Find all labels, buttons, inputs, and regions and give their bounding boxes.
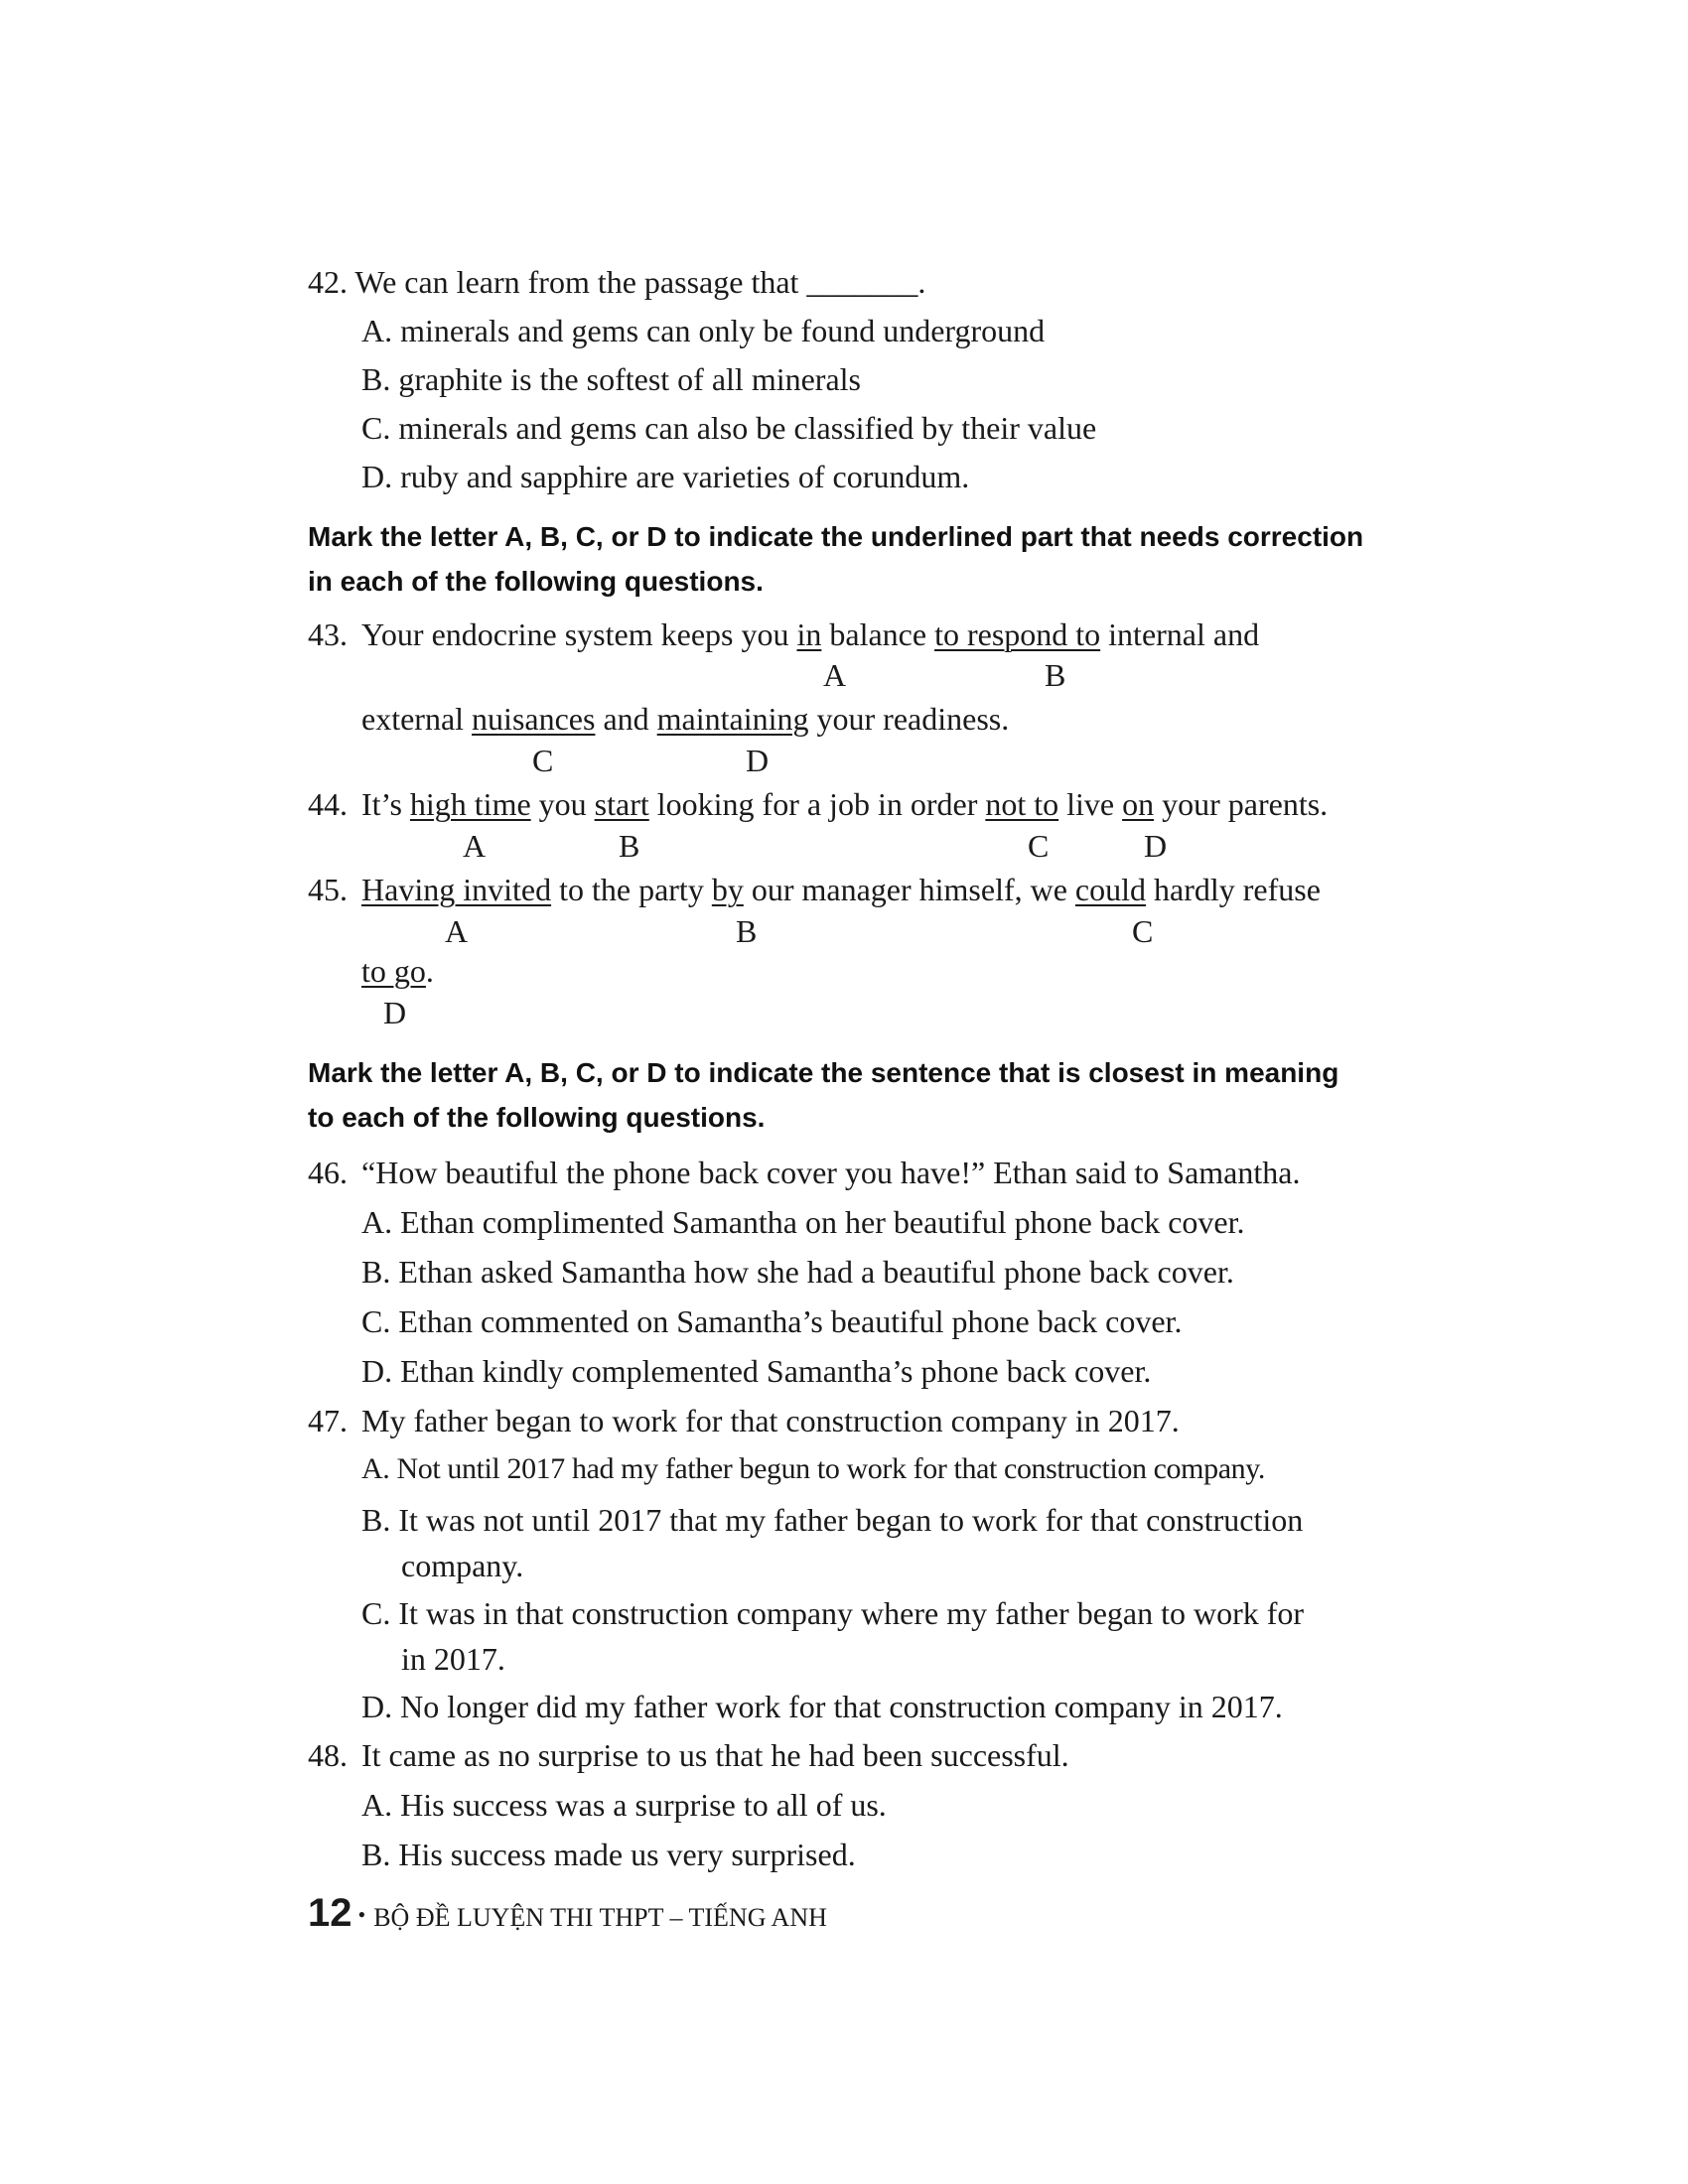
label-b: B	[736, 913, 758, 949]
option-a: A. minerals and gems can only be found underground	[361, 313, 1046, 348]
question-number: 48.	[308, 1737, 348, 1773]
label-a: A	[463, 828, 487, 864]
label-d: D	[746, 743, 770, 778]
option-b: B. Ethan asked Samantha how she had a beautiful phone back cover.	[361, 1254, 1234, 1290]
label-c: C	[1132, 913, 1154, 949]
question-number: 45.	[308, 872, 348, 907]
underlined-part-b: to respond to	[934, 616, 1101, 652]
underlined-part-b: by	[711, 872, 744, 907]
underlined-part-b: start	[594, 786, 649, 822]
option-a: A. His success was a surprise to all of us.	[361, 1787, 887, 1823]
option-b: B. His success made us very surprised.	[361, 1837, 856, 1872]
question-sentence: Your endocrine system keeps you in balance to respond to internal and	[361, 616, 1260, 652]
question-number: 46.	[308, 1155, 348, 1190]
page-footer	[308, 1891, 827, 1936]
label-b: B	[619, 828, 640, 864]
label-d: D	[383, 995, 407, 1030]
underlined-part-a: Having invited	[361, 872, 552, 907]
underlined-part-c: nuisances	[472, 701, 596, 737]
option-d: D. Ethan kindly complemented Samantha’s phone back cover.	[361, 1353, 1152, 1389]
option-b: B. graphite is the softest of all minerals	[361, 361, 861, 397]
option-c-continued: in 2017.	[401, 1641, 505, 1677]
label-c: C	[1028, 828, 1050, 864]
label-c: C	[532, 743, 554, 778]
option-d: D. No longer did my father work for that construction company in 2017.	[361, 1689, 1283, 1724]
question-sentence: It’s high time you start looking for a job in order not to live on your parents.	[361, 786, 1329, 822]
underlined-part-a: high time	[409, 786, 531, 822]
underlined-part-d: to go	[361, 953, 426, 989]
book-title: BỘ ĐỀ LUYỆN THI THPT – TIẾNG ANH	[373, 1903, 827, 1932]
option-d: D. ruby and sapphire are varieties of corundum.	[361, 459, 970, 494]
option-a: A. Not until 2017 had my father begun to work for that construction company.	[361, 1452, 1265, 1485]
question-stem: My father began to work for that construction company in 2017.	[361, 1403, 1180, 1438]
bullet-icon: •	[357, 1902, 366, 1927]
question-stem: It came as no surprise to us that he had been successful.	[361, 1737, 1069, 1773]
underlined-part-c: could	[1074, 872, 1147, 907]
option-c: C. minerals and gems can also be classified by their value	[361, 410, 1097, 446]
underlined-part-c: not to	[985, 786, 1059, 822]
underlined-part-a: in	[796, 616, 822, 652]
question-stem: We can learn from the passage that _______.	[354, 264, 926, 300]
option-a: A. Ethan complimented Samantha on her beautiful phone back cover.	[361, 1204, 1245, 1240]
underlined-part-d: on	[1122, 786, 1155, 822]
question-sentence: Having invited to the party by our manager himself, we could hardly refuse	[361, 872, 1321, 907]
underlined-part-d: maintaining	[656, 701, 809, 737]
label-a: A	[445, 913, 469, 949]
question-number: 42.	[308, 264, 348, 300]
instruction-closest-meaning: Mark the letter A, B, C, or D to indicate the sentence that is closest in meaning to each of the following questions.	[308, 1057, 1339, 1133]
question-sentence-continued: to go.	[361, 953, 434, 989]
question-number: 44.	[308, 786, 348, 822]
label-a: A	[823, 657, 847, 693]
page-number: 12	[308, 1891, 352, 1935]
question-sentence-continued: external nuisances and maintaining your readiness.	[361, 701, 1010, 737]
option-b: B. It was not until 2017 that my father began to work for that construction	[361, 1502, 1304, 1538]
label-b: B	[1045, 657, 1066, 693]
instruction-error-identification: Mark the letter A, B, C, or D to indicate the underlined part that needs correction in each of the following questions.	[308, 521, 1364, 597]
option-c: C. It was in that construction company where my father began to work for	[361, 1595, 1305, 1631]
question-number: 43.	[308, 616, 348, 652]
label-d: D	[1144, 828, 1168, 864]
option-b-continued: company.	[401, 1548, 524, 1583]
question-number: 47.	[308, 1403, 348, 1438]
option-c: C. Ethan commented on Samantha’s beautiful phone back cover.	[361, 1303, 1183, 1339]
question-stem: “How beautiful the phone back cover you have!” Ethan said to Samantha.	[361, 1155, 1301, 1190]
